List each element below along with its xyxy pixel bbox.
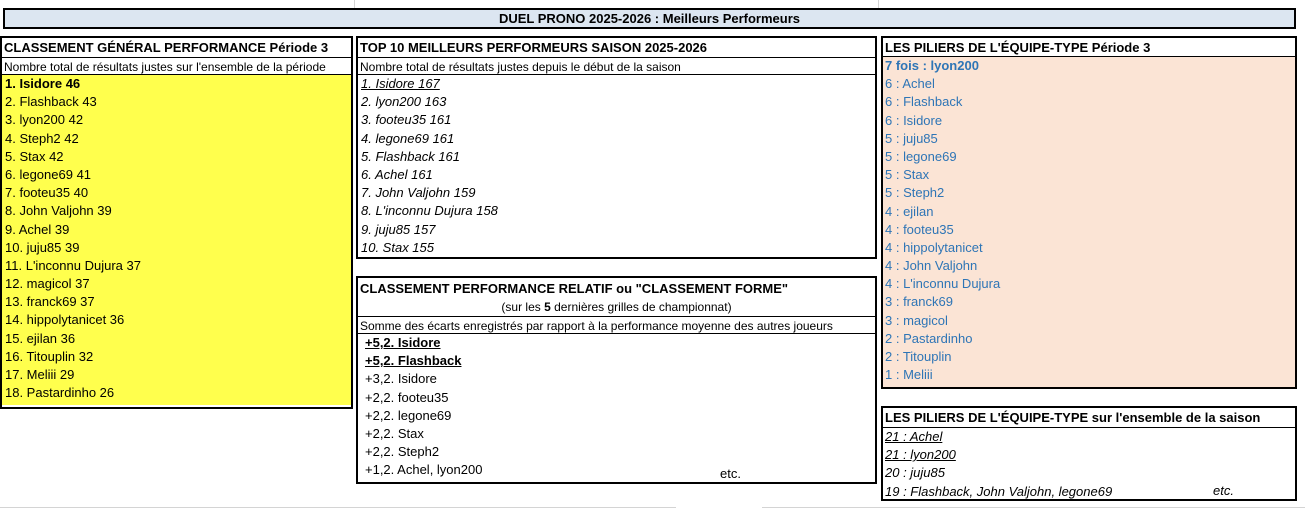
list-item: 19 : Flashback, John Valjohn, legone69: [885, 483, 1113, 499]
forme-list: [358, 334, 875, 480]
list-item: 2 : Titouplin: [885, 349, 952, 364]
list-item: 9. juju85 157: [361, 221, 436, 237]
piliers-periode-list: [883, 57, 1295, 387]
list-item: +2,2. Steph2: [365, 444, 440, 460]
list-item: 6 : Achel: [885, 76, 935, 92]
general-ranking-subheader: Nombre total de résultats justes sur l'ensemble de la période: [2, 57, 351, 75]
list-item: 18. Pastardinho 26: [5, 385, 115, 401]
piliers-saison-etc: etc.: [1213, 483, 1234, 498]
forme-header: CLASSEMENT PERFORMANCE RELATIF ou "CLASSEMENT FORME": [360, 281, 789, 296]
list-item: +5,2. Flashback: [365, 353, 462, 369]
list-item: 14. hippolytanicet 36: [5, 312, 125, 328]
list-item: +5,2. Isidore: [365, 335, 441, 350]
list-item: 13. franck69 37: [5, 294, 95, 310]
list-item: 12. magicol 37: [5, 276, 90, 292]
list-item: 3. footeu35 161: [361, 112, 452, 128]
list-item: 5. Stax 42: [5, 148, 64, 164]
forme-note-number: 5: [544, 300, 551, 314]
list-item: 7. John Valjohn 159: [361, 185, 476, 201]
list-item: 6. legone69 41: [5, 166, 92, 182]
top10-panel: [356, 36, 877, 259]
list-item: 8. John Valjohn 39: [5, 203, 112, 219]
list-item: 4 : footeu35: [885, 221, 954, 237]
list-item: 2 : Pastardinho: [885, 330, 973, 346]
gridline: [354, 0, 355, 8]
list-item: 1. Isidore 167: [361, 76, 440, 91]
list-item: 5 : Steph2: [885, 185, 945, 201]
piliers-saison-header: LES PILIERS DE L'ÉQUIPE-TYPE sur l'ensemble de la saison: [883, 408, 1295, 428]
general-ranking-list: [2, 75, 351, 405]
list-item: 4. legone69 161: [361, 130, 455, 146]
gridline: [878, 0, 879, 8]
list-item: +2,2. Stax: [365, 425, 424, 441]
top10-list: [358, 75, 875, 257]
list-item: 3 : magicol: [885, 312, 948, 328]
list-item: 7 fois : lyon200: [885, 58, 979, 73]
list-item: 6. Achel 161: [361, 166, 433, 182]
general-ranking-panel: [0, 36, 353, 409]
top10-header: TOP 10 MEILLEURS PERFORMEURS SAISON 2025-2026: [360, 40, 708, 55]
list-item: 6 : Isidore: [885, 112, 943, 128]
top10-subheader: Nombre total de résultats justes depuis le début de la saison: [358, 57, 875, 75]
list-item: 5. Flashback 161: [361, 148, 461, 164]
general-ranking-header: CLASSEMENT GÉNÉRAL PERFORMANCE Période 3: [4, 40, 329, 55]
list-item: 4 : hippolytanicet: [885, 239, 983, 255]
list-item: 15. ejilan 36: [5, 330, 76, 346]
piliers-saison-panel: [881, 406, 1297, 501]
list-item: 5 : Stax: [885, 167, 930, 183]
forme-note-post: dernières grilles de championnat): [550, 300, 732, 314]
list-item: 1. Isidore 46: [5, 76, 81, 91]
list-item: +3,2. Isidore: [365, 371, 437, 387]
list-item: 7. footeu35 40: [5, 185, 89, 201]
list-item: 8. L'inconnu Dujura 158: [361, 203, 498, 219]
list-item: +1,2. Achel, lyon200: [365, 462, 483, 478]
forme-note-pre: (sur les: [501, 300, 545, 314]
list-item: 5 : juju85: [885, 130, 938, 146]
list-item: 21 : Achel: [885, 429, 943, 444]
forme-panel: [356, 276, 877, 484]
list-item: 3. lyon200 42: [5, 112, 84, 128]
list-item: 9. Achel 39: [5, 221, 70, 237]
list-item: 2. lyon200 163: [361, 94, 447, 110]
list-item: 10. Stax 155: [361, 239, 434, 255]
forme-subheader: Somme des écarts enregistrés par rapport à la performance moyenne des autres joueurs: [358, 316, 875, 334]
list-item: 1 : Meliii: [885, 367, 933, 383]
piliers-periode-header: LES PILIERS DE L'ÉQUIPE-TYPE Période 3: [883, 38, 1295, 57]
forme-note: [358, 299, 875, 316]
list-item: 21 : lyon200: [885, 447, 956, 463]
gridline: [0, 507, 676, 508]
list-item: 4 : L'inconnu Dujura: [885, 276, 1001, 292]
list-item: 11. L'inconnu Dujura 37: [5, 257, 141, 273]
list-item: 4 : John Valjohn: [885, 258, 978, 274]
list-item: +2,2. footeu35: [365, 389, 449, 405]
list-item: 5 : legone69: [885, 148, 957, 164]
list-item: 3 : franck69: [885, 294, 953, 310]
gridline: [762, 507, 1305, 508]
list-item: 10. juju85 39: [5, 239, 80, 255]
list-item: +2,2. legone69: [365, 407, 452, 423]
page-title: DUEL PRONO 2025-2026 : Meilleurs Performeurs: [3, 8, 1296, 29]
forme-etc: etc.: [720, 466, 741, 481]
list-item: 6 : Flashback: [885, 94, 963, 110]
list-item: 4. Steph2 42: [5, 130, 79, 146]
piliers-periode-panel: [881, 36, 1297, 389]
list-item: 2. Flashback 43: [5, 94, 97, 110]
list-item: 17. Meliii 29: [5, 367, 75, 382]
list-item: 4 : ejilan: [885, 203, 934, 219]
list-item: 20 : juju85: [885, 465, 945, 481]
list-item: 16. Titouplin 32: [5, 348, 94, 364]
